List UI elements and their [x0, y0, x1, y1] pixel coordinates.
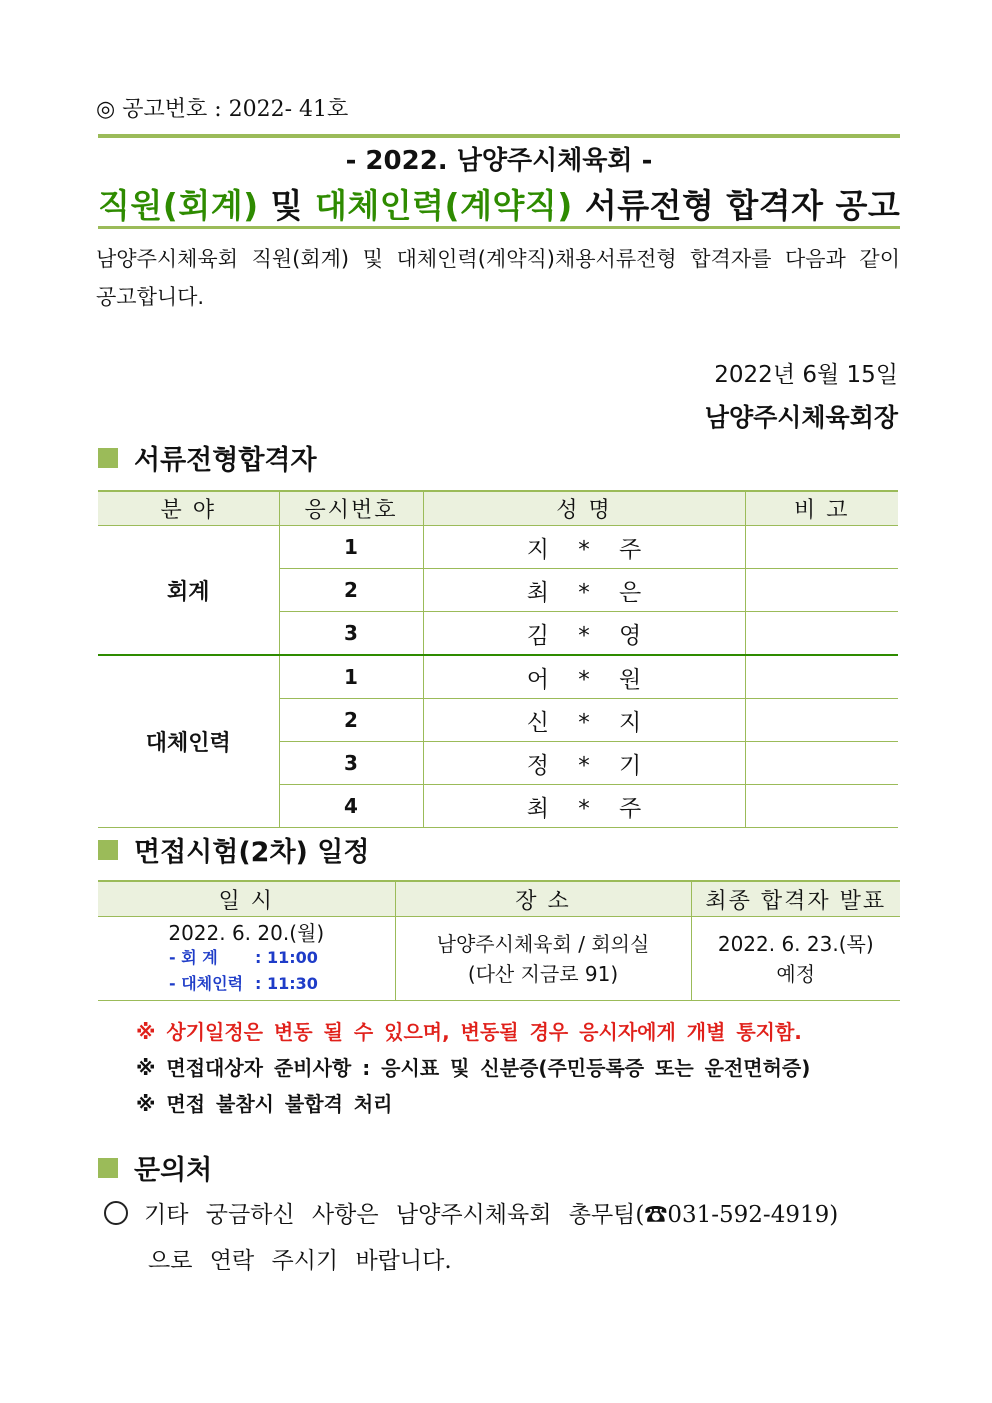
time-slot-accounting: - 회 계 : 11:00: [169, 948, 318, 967]
title-staff: 직원(회계): [98, 186, 259, 225]
note-cell: [745, 742, 898, 785]
table-row: [98, 655, 898, 699]
note-cell: [745, 526, 898, 569]
col-header-number: 응시번호: [279, 491, 423, 526]
section-heading-passers: [98, 438, 317, 477]
col-header-announcement: 최종 합격자 발표: [691, 881, 900, 917]
interview-schedule-table: [98, 880, 900, 1001]
name-cell: 신 * 지: [423, 699, 745, 742]
time-slot-substitute: - 대체인력 : 11:30: [169, 974, 318, 993]
title-bottom-rule: [98, 226, 900, 229]
square-bullet-icon: [98, 840, 118, 860]
number-cell: 3: [279, 742, 423, 785]
number-cell: 4: [279, 785, 423, 828]
number-cell: 1: [279, 526, 423, 569]
number-cell: 2: [279, 569, 423, 612]
table-header-row: [98, 881, 900, 917]
field-cell: 대체인력: [98, 655, 279, 828]
number-cell: 1: [279, 655, 423, 699]
col-header-place: 장 소: [395, 881, 691, 917]
notice-date: 2022년 6월 15일: [714, 362, 898, 388]
col-header-name: 성 명: [423, 491, 745, 526]
col-header-datetime: 일 시: [98, 881, 395, 917]
signer: 남양주시체육회장: [704, 403, 898, 432]
square-bullet-icon: [98, 1158, 118, 1178]
title-and: 및: [258, 186, 316, 225]
datetime-cell: [98, 917, 395, 1001]
note-preparation: ※ 면접대상자 준비사항 : 응시표 및 신분증(주민등록증 또는 운전면허증): [136, 1056, 811, 1080]
intro-text: 남양주시체육회 직원(회계) 및 대체인력(계약직)채용서류전형 합격자를 다음과 같이 공고합니다.: [96, 247, 900, 309]
note-absence: ※ 면접 불참시 불합격 처리: [136, 1092, 393, 1116]
section-heading-interview: [98, 830, 369, 869]
field-cell: 회계: [98, 526, 279, 656]
notice-number: ◎ 공고번호 : 2022- 41호: [96, 97, 349, 122]
page-title: [98, 180, 900, 227]
name-cell: 김 * 영: [423, 612, 745, 656]
passers-table: [98, 490, 898, 828]
interview-date: 2022. 6. 20.(월): [168, 921, 325, 945]
table-header-row: [98, 491, 898, 526]
note-cell: [745, 699, 898, 742]
number-cell: 3: [279, 612, 423, 656]
square-bullet-icon: [98, 448, 118, 468]
title-rest: 서류전형 합격자 공고: [572, 186, 901, 225]
name-cell: 최 * 주: [423, 785, 745, 828]
place-name: 남양주시체육회 / 회의실: [436, 931, 650, 956]
note-cell: [745, 569, 898, 612]
number-cell: 2: [279, 699, 423, 742]
title-top-rule: [98, 134, 900, 138]
name-cell: 최 * 은: [423, 569, 745, 612]
title-substitute: 대체인력(계약직): [315, 186, 573, 225]
name-cell: 지 * 주: [423, 526, 745, 569]
circle-bullet-icon: [104, 1201, 128, 1225]
place-address: (다산 지금로 91): [467, 961, 619, 986]
note-cell: [745, 785, 898, 828]
subtitle: - 2022. 남양주시체육회 -: [345, 146, 653, 176]
place-cell: [395, 917, 691, 1001]
note-cell: [745, 655, 898, 699]
table-row: [98, 917, 900, 1001]
contact-line-1: 기타 궁금하신 사항은 남양주시체육회 총무팀(☎031-592-4919): [144, 1202, 839, 1228]
col-header-field: 분 야: [98, 491, 279, 526]
announcement-status: 예정: [776, 961, 816, 986]
name-cell: 어 * 원: [423, 655, 745, 699]
note-schedule-change: ※ 상기일정은 변동 될 수 있으며, 변동될 경우 응시자에게 개별 통지함.: [136, 1020, 802, 1044]
section-heading-label: 서류전형합격자: [134, 445, 317, 476]
col-header-note: 비 고: [745, 491, 898, 526]
section-heading-label: 문의처: [134, 1155, 213, 1186]
contact-line-2: 으로 연락 주시기 바랍니다.: [148, 1248, 452, 1274]
name-cell: 정 * 기: [423, 742, 745, 785]
note-cell: [745, 612, 898, 656]
announcement-date: 2022. 6. 23.(목): [717, 931, 874, 956]
section-heading-contact: [98, 1148, 212, 1187]
announcement-cell: [691, 917, 900, 1001]
section-heading-label: 면접시험(2차) 일정: [134, 837, 370, 868]
table-row: [98, 526, 898, 569]
contact-info: [104, 1192, 904, 1284]
